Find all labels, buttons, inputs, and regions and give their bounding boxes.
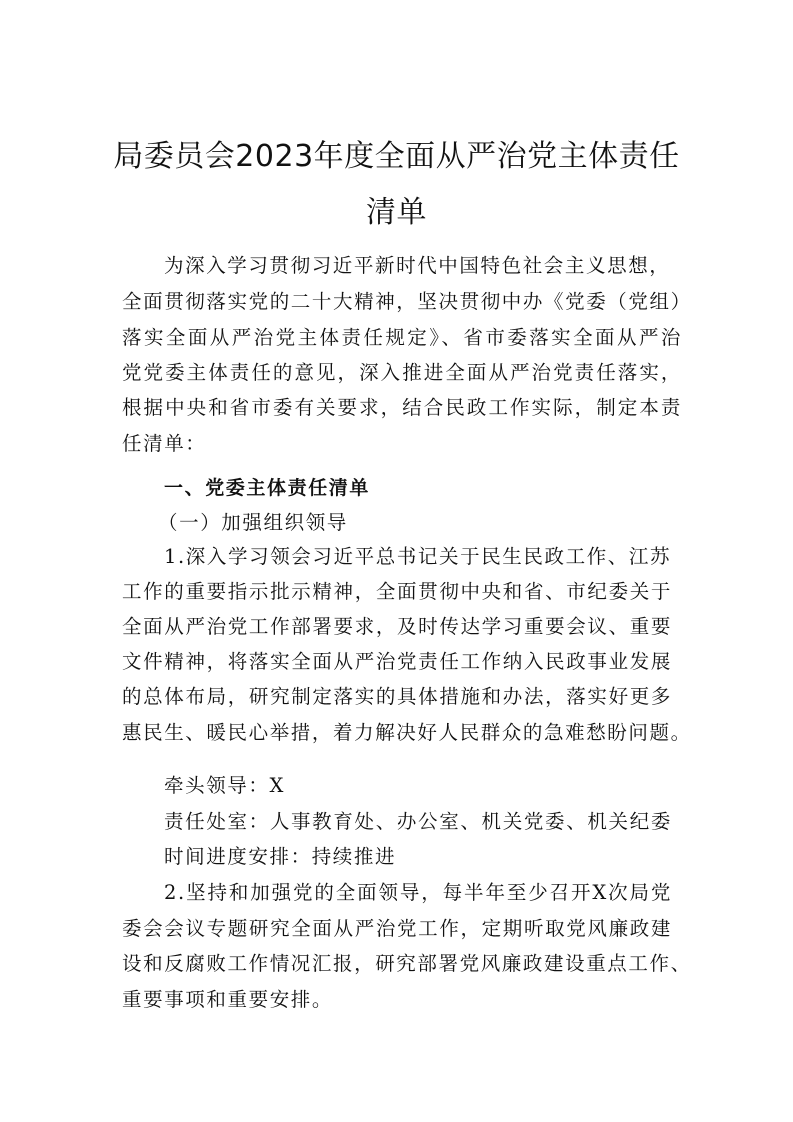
item-line: 重要事项和重要安排。 [122, 988, 334, 1011]
item-line: 委会会议专题研究全面从严治党工作，定期听取党风廉政建 [122, 917, 672, 940]
item-line: 1.深入学习领会习近平总书记关于民生民政工作、江苏 [164, 545, 672, 568]
item-line: 的总体布局，研究制定落实的具体措施和办法，落实好更多 [122, 685, 672, 708]
item-line: 工作的重要指示批示精神，全面贯彻中央和省、市纪委关于 [122, 580, 672, 603]
intro-line: 落实全面从严治党主体责任规定》、省市委落实全面从严治 [122, 326, 682, 349]
subsection-heading: （一）加强组织领导 [158, 511, 348, 534]
intro-line: 全面贯彻落实党的二十大精神，坚决贯彻中办《党委（党组） [122, 290, 692, 313]
intro-line: 任清单： [122, 432, 207, 455]
item-line: 设和反腐败工作情况汇报，研究部署党风廉政建设重点工作、 [122, 952, 692, 975]
item-line: 2.坚持和加强党的全面领导，每半年至少召开X次局党 [164, 881, 672, 904]
item-line: 惠民生、暖民心举措，着力解决好人民群众的急难愁盼问题。 [122, 721, 692, 744]
document-title-line2: 清单 [366, 195, 427, 230]
intro-line: 根据中央和省市委有关要求，结合民政工作实际，制定本责 [122, 396, 682, 419]
lead-leader: 牵头领导：X [164, 774, 285, 797]
intro-line: 党党委主体责任的意见，深入推进全面从严治党责任落实， [122, 361, 682, 384]
schedule: 时间进度安排：持续推进 [164, 845, 397, 868]
item-line: 文件精神，将落实全面从严治党责任工作纳入民政事业发展 [122, 650, 672, 673]
intro-line: 为深入学习贯彻习近平新时代中国特色社会主义思想， [164, 254, 671, 277]
responsible-office: 责任处室：人事教育处、办公室、机关党委、机关纪委 [164, 810, 672, 833]
document-title-line1: 局委员会2023年度全面从严治党主体责任 [113, 139, 680, 174]
item-line: 全面从严治党工作部署要求，及时传达学习重要会议、重要 [122, 615, 672, 638]
section-heading: 一、党委主体责任清单 [164, 477, 371, 499]
